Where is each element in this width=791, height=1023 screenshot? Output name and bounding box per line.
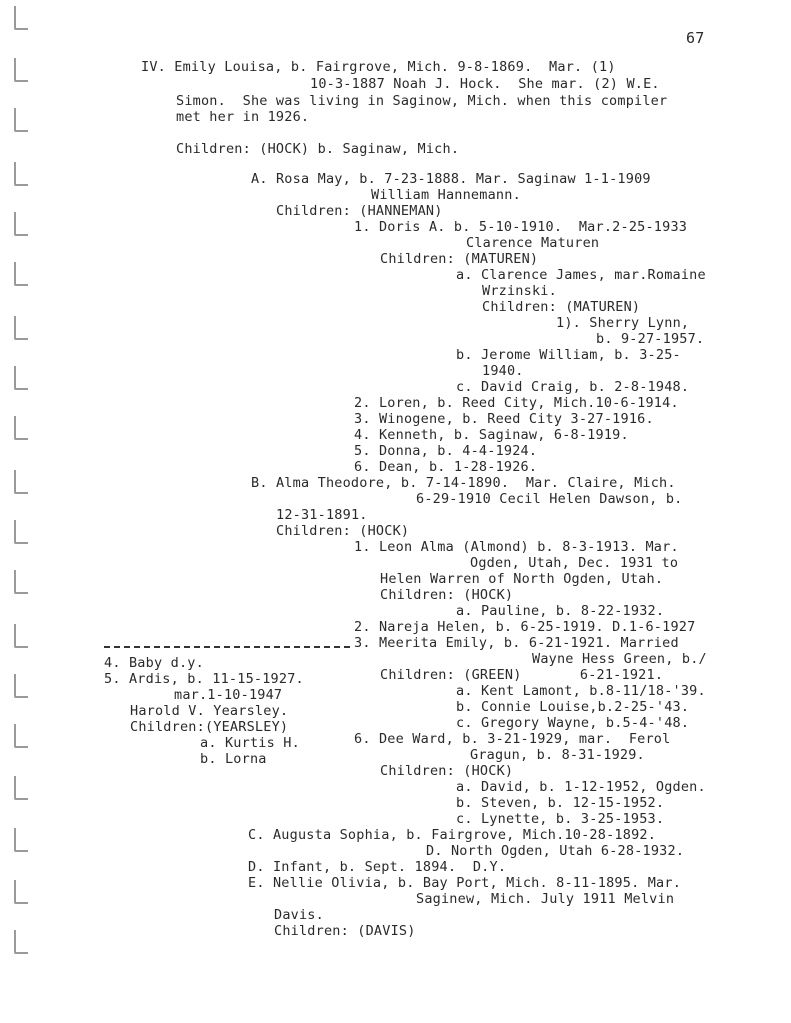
text-line: Wrzinski. [482,283,557,299]
text-line: D. North Ogden, Utah 6-28-1932. [426,843,685,859]
text-line: c. Lynette, b. 3-25-1953. [456,811,665,827]
text-line: Gragun, b. 8-31-1929. [470,747,645,763]
text-line: E. Nellie Olivia, b. Bay Port, Mich. 8-11-1895. Mar. [248,875,682,891]
text-line: William Hannemann. [371,187,521,203]
margin-note-line: 5. Ardis, b. 11-15-1927. [104,671,304,687]
text-line: Children: (GREEN) 6-21-1921. [380,667,664,683]
binder-mark [14,366,28,390]
text-line: 2. Nareja Helen, b. 6-25-1919. D.1-6-1927 [354,619,696,635]
text-line: b. Connie Louise,b.2-25-'43. [456,699,690,715]
text-line: a. Pauline, b. 8-22-1932. [456,603,665,619]
binder-mark [14,470,28,494]
margin-note-line: Harold V. Yearsley. [130,703,289,719]
binder-mark [14,776,28,800]
binder-mark [14,108,28,132]
text-line: b. Jerome William, b. 3-25- [456,347,681,363]
text-line: c. David Craig, b. 2-8-1948. [456,379,690,395]
binder-mark [14,212,28,236]
text-line: Children: (HOCK) b. Saginaw, Mich. [176,141,460,157]
text-line: b. 9-27-1957. [596,331,705,347]
text-line: 3. Winogene, b. Reed City 3-27-1916. [354,411,654,427]
text-line: IV. Emily Louisa, b. Fairgrove, Mich. 9-8-1869. Mar. (1) [141,59,616,75]
text-line: Children: (HOCK) [380,763,514,779]
text-line: Wayne Hess Green, b./ [532,651,707,667]
text-line: 2. Loren, b. Reed City, Mich.10-6-1914. [354,395,679,411]
text-line: Davis. [274,907,324,923]
binder-mark [14,262,28,286]
binder-mark [14,570,28,594]
binder-mark [14,724,28,748]
text-line: Helen Warren of North Ogden, Utah. [380,571,664,587]
text-line: b. Steven, b. 12-15-1952. [456,795,665,811]
binder-mark [14,6,28,30]
page-number: 67 [686,29,705,47]
text-line: 3. Meerita Emily, b. 6-21-1921. Married [354,635,679,651]
text-line: met her in 1926. [176,109,310,125]
text-line: A. Rosa May, b. 7-23-1888. Mar. Saginaw 1-1-1909 [251,171,651,187]
text-line: Simon. She was living in Saginow, Mich. when this compiler [176,93,668,109]
binder-mark [14,828,28,852]
binder-mark [14,880,28,904]
text-line: a. Clarence James, mar.Romaine [456,267,706,283]
text-line: 1. Leon Alma (Almond) b. 8-3-1913. Mar. [354,539,679,555]
text-line: 6-29-1910 Cecil Helen Dawson, b. [416,491,683,507]
text-line: D. Infant, b. Sept. 1894. D.Y. [248,859,507,875]
margin-note-line: 4. Baby d.y. [104,655,204,671]
margin-note-line: a. Kurtis H. [200,735,300,751]
binder-mark [14,316,28,340]
text-line: Clarence Maturen [466,235,600,251]
text-line: Children: (HOCK) [380,587,514,603]
text-line: 1). Sherry Lynn, [556,315,690,331]
margin-note-line: b. Lorna [200,751,267,767]
text-line: B. Alma Theodore, b. 7-14-1890. Mar. Claire, Mich. [251,475,676,491]
text-line: 10-3-1887 Noah J. Hock. She mar. (2) W.E. [310,76,660,92]
text-line: 6. Dee Ward, b. 3-21-1929, mar. Ferol [354,731,671,747]
margin-note-line: Children:(YEARSLEY) [130,719,289,735]
binder-mark [14,520,28,544]
binder-mark [14,930,28,954]
binder-mark [14,58,28,82]
text-line: Children: (HOCK) [276,523,410,539]
text-line: a. David, b. 1-12-1952, Ogden. [456,779,706,795]
text-line: Children: (MATUREN) [380,251,539,267]
binder-mark [14,624,28,648]
text-line: Saginew, Mich. July 1911 Melvin [416,891,675,907]
binder-mark [14,674,28,698]
text-line: C. Augusta Sophia, b. Fairgrove, Mich.10-28-1892. [248,827,657,843]
text-line: 1. Doris A. b. 5-10-1910. Mar.2-25-1933 [354,219,688,235]
text-line: c. Gregory Wayne, b.5-4-'48. [456,715,690,731]
margin-note-line: mar.1-10-1947 [174,687,283,703]
binder-mark [14,416,28,440]
text-line: 5. Donna, b. 4-4-1924. [354,443,538,459]
separator-dashed-line [104,646,350,648]
text-line: Children: (HANNEMAN) [276,203,443,219]
binder-mark [14,162,28,186]
text-line: Children: (DAVIS) [274,923,416,939]
text-line: a. Kent Lamont, b.8-11/18-'39. [456,683,706,699]
text-line: 12-31-1891. [276,507,368,523]
text-line: Children: (MATUREN) [482,299,641,315]
text-line: 6. Dean, b. 1-28-1926. [354,459,538,475]
text-line: Ogden, Utah, Dec. 1931 to [470,555,679,571]
text-line: 1940. [482,363,524,379]
text-line: 4. Kenneth, b. Saginaw, 6-8-1919. [354,427,629,443]
